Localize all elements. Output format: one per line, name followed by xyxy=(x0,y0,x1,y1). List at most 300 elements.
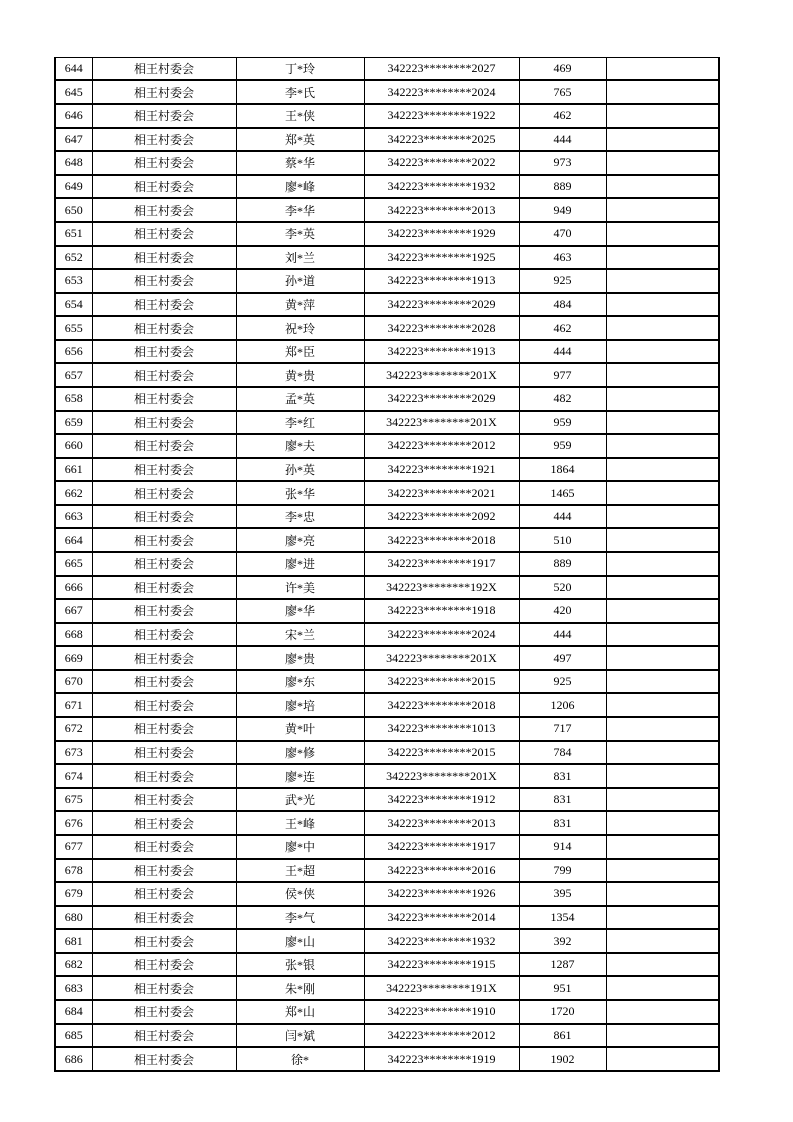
id-number-cell: 342223********2092 xyxy=(364,505,519,529)
name-cell: 李*红 xyxy=(236,411,364,435)
id-number-cell: 342223********191X xyxy=(364,976,519,1000)
name-cell: 张*银 xyxy=(236,953,364,977)
id-number-cell: 342223********2013 xyxy=(364,811,519,835)
amount-cell: 914 xyxy=(519,835,606,859)
amount-cell: 831 xyxy=(519,788,606,812)
name-cell: 王*侠 xyxy=(236,104,364,128)
id-number-cell: 342223********1910 xyxy=(364,1000,519,1024)
blank-cell xyxy=(606,906,719,930)
blank-cell xyxy=(606,363,719,387)
blank-cell xyxy=(606,128,719,152)
village-cell: 相王村委会 xyxy=(92,906,236,930)
amount-cell: 949 xyxy=(519,198,606,222)
table-row xyxy=(55,717,719,741)
id-number-cell: 342223********2014 xyxy=(364,906,519,930)
serial-cell: 678 xyxy=(55,859,92,883)
serial-cell: 684 xyxy=(55,1000,92,1024)
name-cell: 廖*进 xyxy=(236,552,364,576)
blank-cell xyxy=(606,670,719,694)
table-row xyxy=(55,741,719,765)
village-cell: 相王村委会 xyxy=(92,80,236,104)
serial-cell: 649 xyxy=(55,175,92,199)
serial-cell: 664 xyxy=(55,528,92,552)
name-cell: 黄*叶 xyxy=(236,717,364,741)
village-cell: 相王村委会 xyxy=(92,670,236,694)
village-cell: 相王村委会 xyxy=(92,811,236,835)
serial-cell: 654 xyxy=(55,293,92,317)
amount-cell: 1287 xyxy=(519,953,606,977)
village-cell: 相王村委会 xyxy=(92,363,236,387)
village-cell: 相王村委会 xyxy=(92,741,236,765)
amount-cell: 1465 xyxy=(519,481,606,505)
village-cell: 相王村委会 xyxy=(92,58,236,81)
blank-cell xyxy=(606,1047,719,1071)
serial-cell: 681 xyxy=(55,929,92,953)
blank-cell xyxy=(606,222,719,246)
village-cell: 相王村委会 xyxy=(92,976,236,1000)
blank-cell xyxy=(606,882,719,906)
table-row xyxy=(55,953,719,977)
serial-cell: 650 xyxy=(55,198,92,222)
name-cell: 廖*峰 xyxy=(236,175,364,199)
serial-cell: 675 xyxy=(55,788,92,812)
table-row xyxy=(55,788,719,812)
table-row xyxy=(55,835,719,859)
amount-cell: 925 xyxy=(519,269,606,293)
amount-cell: 831 xyxy=(519,811,606,835)
blank-cell xyxy=(606,599,719,623)
serial-cell: 652 xyxy=(55,246,92,270)
table-row xyxy=(55,363,719,387)
serial-cell: 668 xyxy=(55,623,92,647)
amount-cell: 1354 xyxy=(519,906,606,930)
amount-cell: 959 xyxy=(519,434,606,458)
village-cell: 相王村委会 xyxy=(92,151,236,175)
name-cell: 廖*山 xyxy=(236,929,364,953)
blank-cell xyxy=(606,528,719,552)
village-cell: 相王村委会 xyxy=(92,835,236,859)
table-row xyxy=(55,646,719,670)
serial-cell: 665 xyxy=(55,552,92,576)
id-number-cell: 342223********1917 xyxy=(364,552,519,576)
blank-cell xyxy=(606,246,719,270)
village-cell: 相王村委会 xyxy=(92,175,236,199)
serial-cell: 646 xyxy=(55,104,92,128)
serial-cell: 669 xyxy=(55,646,92,670)
amount-cell: 444 xyxy=(519,128,606,152)
table-row xyxy=(55,929,719,953)
name-cell: 孙*道 xyxy=(236,269,364,293)
serial-cell: 661 xyxy=(55,458,92,482)
id-number-cell: 342223********2015 xyxy=(364,670,519,694)
id-number-cell: 342223********2024 xyxy=(364,80,519,104)
blank-cell xyxy=(606,741,719,765)
village-cell: 相王村委会 xyxy=(92,717,236,741)
id-number-cell: 342223********2018 xyxy=(364,528,519,552)
name-cell: 王*峰 xyxy=(236,811,364,835)
village-cell: 相王村委会 xyxy=(92,222,236,246)
village-cell: 相王村委会 xyxy=(92,104,236,128)
blank-cell xyxy=(606,623,719,647)
blank-cell xyxy=(606,340,719,364)
blank-cell xyxy=(606,458,719,482)
amount-cell: 444 xyxy=(519,505,606,529)
table-row xyxy=(55,1024,719,1048)
table-row xyxy=(55,316,719,340)
table-row xyxy=(55,528,719,552)
name-cell: 蔡*华 xyxy=(236,151,364,175)
name-cell: 孟*英 xyxy=(236,387,364,411)
id-number-cell: 342223********2016 xyxy=(364,859,519,883)
name-cell: 宋*兰 xyxy=(236,623,364,647)
name-cell: 廖*连 xyxy=(236,764,364,788)
id-number-cell: 342223********1922 xyxy=(364,104,519,128)
blank-cell xyxy=(606,411,719,435)
name-cell: 祝*玲 xyxy=(236,316,364,340)
serial-cell: 648 xyxy=(55,151,92,175)
amount-cell: 951 xyxy=(519,976,606,1000)
name-cell: 武*光 xyxy=(236,788,364,812)
serial-cell: 670 xyxy=(55,670,92,694)
blank-cell xyxy=(606,835,719,859)
id-number-cell: 342223********1929 xyxy=(364,222,519,246)
village-cell: 相王村委会 xyxy=(92,764,236,788)
blank-cell xyxy=(606,293,719,317)
amount-cell: 462 xyxy=(519,104,606,128)
id-number-cell: 342223********2024 xyxy=(364,623,519,647)
name-cell: 黄*萍 xyxy=(236,293,364,317)
serial-cell: 685 xyxy=(55,1024,92,1048)
table-row xyxy=(55,387,719,411)
serial-cell: 673 xyxy=(55,741,92,765)
table-row xyxy=(55,269,719,293)
blank-cell xyxy=(606,693,719,717)
id-number-cell: 342223********1917 xyxy=(364,835,519,859)
table-row xyxy=(55,80,719,104)
serial-cell: 647 xyxy=(55,128,92,152)
table-row xyxy=(55,552,719,576)
serial-cell: 679 xyxy=(55,882,92,906)
blank-cell xyxy=(606,434,719,458)
id-number-cell: 342223********1932 xyxy=(364,929,519,953)
id-number-cell: 342223********192X xyxy=(364,576,519,600)
blank-cell xyxy=(606,788,719,812)
amount-cell: 765 xyxy=(519,80,606,104)
table-row xyxy=(55,411,719,435)
name-cell: 廖*东 xyxy=(236,670,364,694)
blank-cell xyxy=(606,80,719,104)
name-cell: 廖*贵 xyxy=(236,646,364,670)
amount-cell: 925 xyxy=(519,670,606,694)
village-cell: 相王村委会 xyxy=(92,528,236,552)
id-number-cell: 342223********2012 xyxy=(364,1024,519,1048)
blank-cell xyxy=(606,1024,719,1048)
serial-cell: 658 xyxy=(55,387,92,411)
table-row xyxy=(55,151,719,175)
village-cell: 相王村委会 xyxy=(92,293,236,317)
amount-cell: 444 xyxy=(519,340,606,364)
id-number-cell: 342223********1912 xyxy=(364,788,519,812)
table-row xyxy=(55,693,719,717)
village-cell: 相王村委会 xyxy=(92,505,236,529)
id-number-cell: 342223********2027 xyxy=(364,58,519,81)
table-row xyxy=(55,505,719,529)
village-cell: 相王村委会 xyxy=(92,859,236,883)
village-cell: 相王村委会 xyxy=(92,1000,236,1024)
table-body xyxy=(55,58,719,1072)
id-number-cell: 342223********2021 xyxy=(364,481,519,505)
table-row xyxy=(55,58,719,81)
blank-cell xyxy=(606,505,719,529)
table-row xyxy=(55,293,719,317)
village-cell: 相王村委会 xyxy=(92,552,236,576)
serial-cell: 666 xyxy=(55,576,92,600)
blank-cell xyxy=(606,316,719,340)
village-cell: 相王村委会 xyxy=(92,246,236,270)
blank-cell xyxy=(606,58,719,81)
table-row xyxy=(55,599,719,623)
table-row xyxy=(55,859,719,883)
id-number-cell: 342223********2029 xyxy=(364,387,519,411)
id-number-cell: 342223********1926 xyxy=(364,882,519,906)
blank-cell xyxy=(606,269,719,293)
blank-cell xyxy=(606,953,719,977)
table-row xyxy=(55,882,719,906)
serial-cell: 686 xyxy=(55,1047,92,1071)
blank-cell xyxy=(606,151,719,175)
blank-cell xyxy=(606,198,719,222)
village-cell: 相王村委会 xyxy=(92,434,236,458)
id-number-cell: 342223********2028 xyxy=(364,316,519,340)
id-number-cell: 342223********2022 xyxy=(364,151,519,175)
serial-cell: 671 xyxy=(55,693,92,717)
amount-cell: 484 xyxy=(519,293,606,317)
table-row xyxy=(55,1047,719,1071)
table-row xyxy=(55,623,719,647)
table-row xyxy=(55,246,719,270)
amount-cell: 444 xyxy=(519,623,606,647)
id-number-cell: 342223********2025 xyxy=(364,128,519,152)
village-cell: 相王村委会 xyxy=(92,411,236,435)
id-number-cell: 342223********201X xyxy=(364,646,519,670)
blank-cell xyxy=(606,646,719,670)
village-cell: 相王村委会 xyxy=(92,788,236,812)
table-row xyxy=(55,670,719,694)
amount-cell: 392 xyxy=(519,929,606,953)
amount-cell: 470 xyxy=(519,222,606,246)
table-row xyxy=(55,222,719,246)
name-cell: 廖*修 xyxy=(236,741,364,765)
village-cell: 相王村委会 xyxy=(92,340,236,364)
amount-cell: 420 xyxy=(519,599,606,623)
blank-cell xyxy=(606,717,719,741)
amount-cell: 462 xyxy=(519,316,606,340)
village-cell: 相王村委会 xyxy=(92,693,236,717)
blank-cell xyxy=(606,976,719,1000)
serial-cell: 662 xyxy=(55,481,92,505)
blank-cell xyxy=(606,764,719,788)
amount-cell: 831 xyxy=(519,764,606,788)
blank-cell xyxy=(606,481,719,505)
id-number-cell: 342223********201X xyxy=(364,764,519,788)
amount-cell: 1902 xyxy=(519,1047,606,1071)
table-row xyxy=(55,104,719,128)
amount-cell: 520 xyxy=(519,576,606,600)
id-number-cell: 342223********1913 xyxy=(364,340,519,364)
serial-cell: 644 xyxy=(55,58,92,81)
amount-cell: 482 xyxy=(519,387,606,411)
name-cell: 徐* xyxy=(236,1047,364,1071)
serial-cell: 682 xyxy=(55,953,92,977)
amount-cell: 889 xyxy=(519,175,606,199)
serial-cell: 674 xyxy=(55,764,92,788)
serial-cell: 659 xyxy=(55,411,92,435)
amount-cell: 510 xyxy=(519,528,606,552)
village-cell: 相王村委会 xyxy=(92,128,236,152)
name-cell: 李*气 xyxy=(236,906,364,930)
name-cell: 丁*玲 xyxy=(236,58,364,81)
amount-cell: 959 xyxy=(519,411,606,435)
id-number-cell: 342223********1925 xyxy=(364,246,519,270)
id-number-cell: 342223********1013 xyxy=(364,717,519,741)
serial-cell: 663 xyxy=(55,505,92,529)
name-cell: 闫*斌 xyxy=(236,1024,364,1048)
amount-cell: 784 xyxy=(519,741,606,765)
serial-cell: 676 xyxy=(55,811,92,835)
table-row xyxy=(55,1000,719,1024)
name-cell: 廖*夫 xyxy=(236,434,364,458)
name-cell: 刘*兰 xyxy=(236,246,364,270)
id-number-cell: 342223********1915 xyxy=(364,953,519,977)
table-row xyxy=(55,976,719,1000)
table-row xyxy=(55,198,719,222)
blank-cell xyxy=(606,175,719,199)
serial-cell: 645 xyxy=(55,80,92,104)
village-cell: 相王村委会 xyxy=(92,1047,236,1071)
id-number-cell: 342223********2013 xyxy=(364,198,519,222)
name-cell: 朱*刚 xyxy=(236,976,364,1000)
amount-cell: 977 xyxy=(519,363,606,387)
amount-cell: 395 xyxy=(519,882,606,906)
village-cell: 相王村委会 xyxy=(92,599,236,623)
blank-cell xyxy=(606,104,719,128)
id-number-cell: 342223********1919 xyxy=(364,1047,519,1071)
name-cell: 张*华 xyxy=(236,481,364,505)
serial-cell: 651 xyxy=(55,222,92,246)
blank-cell xyxy=(606,576,719,600)
village-cell: 相王村委会 xyxy=(92,198,236,222)
table-row xyxy=(55,434,719,458)
blank-cell xyxy=(606,859,719,883)
amount-cell: 463 xyxy=(519,246,606,270)
name-cell: 廖*华 xyxy=(236,599,364,623)
amount-cell: 1864 xyxy=(519,458,606,482)
amount-cell: 717 xyxy=(519,717,606,741)
id-number-cell: 342223********2012 xyxy=(364,434,519,458)
village-cell: 相王村委会 xyxy=(92,882,236,906)
name-cell: 郑*山 xyxy=(236,1000,364,1024)
village-cell: 相王村委会 xyxy=(92,316,236,340)
village-cell: 相王村委会 xyxy=(92,269,236,293)
beneficiary-table xyxy=(54,57,720,1072)
id-number-cell: 342223********201X xyxy=(364,363,519,387)
village-cell: 相王村委会 xyxy=(92,576,236,600)
serial-cell: 657 xyxy=(55,363,92,387)
village-cell: 相王村委会 xyxy=(92,458,236,482)
name-cell: 王*超 xyxy=(236,859,364,883)
id-number-cell: 342223********1913 xyxy=(364,269,519,293)
name-cell: 廖*亮 xyxy=(236,528,364,552)
amount-cell: 861 xyxy=(519,1024,606,1048)
table-row xyxy=(55,128,719,152)
serial-cell: 655 xyxy=(55,316,92,340)
table-row xyxy=(55,811,719,835)
village-cell: 相王村委会 xyxy=(92,1024,236,1048)
village-cell: 相王村委会 xyxy=(92,623,236,647)
blank-cell xyxy=(606,1000,719,1024)
table-row xyxy=(55,906,719,930)
amount-cell: 497 xyxy=(519,646,606,670)
name-cell: 许*美 xyxy=(236,576,364,600)
serial-cell: 672 xyxy=(55,717,92,741)
amount-cell: 469 xyxy=(519,58,606,81)
name-cell: 侯*侠 xyxy=(236,882,364,906)
name-cell: 黄*贵 xyxy=(236,363,364,387)
table-row xyxy=(55,764,719,788)
village-cell: 相王村委会 xyxy=(92,387,236,411)
id-number-cell: 342223********2015 xyxy=(364,741,519,765)
village-cell: 相王村委会 xyxy=(92,929,236,953)
id-number-cell: 342223********1921 xyxy=(364,458,519,482)
table-row xyxy=(55,458,719,482)
name-cell: 李*忠 xyxy=(236,505,364,529)
blank-cell xyxy=(606,929,719,953)
name-cell: 廖*培 xyxy=(236,693,364,717)
name-cell: 李*华 xyxy=(236,198,364,222)
village-cell: 相王村委会 xyxy=(92,646,236,670)
amount-cell: 799 xyxy=(519,859,606,883)
serial-cell: 667 xyxy=(55,599,92,623)
name-cell: 郑*臣 xyxy=(236,340,364,364)
table-row xyxy=(55,576,719,600)
table-row xyxy=(55,175,719,199)
village-cell: 相王村委会 xyxy=(92,953,236,977)
id-number-cell: 342223********2018 xyxy=(364,693,519,717)
name-cell: 廖*中 xyxy=(236,835,364,859)
id-number-cell: 342223********1918 xyxy=(364,599,519,623)
id-number-cell: 342223********2029 xyxy=(364,293,519,317)
id-number-cell: 342223********1932 xyxy=(364,175,519,199)
serial-cell: 683 xyxy=(55,976,92,1000)
id-number-cell: 342223********201X xyxy=(364,411,519,435)
serial-cell: 660 xyxy=(55,434,92,458)
village-cell: 相王村委会 xyxy=(92,481,236,505)
serial-cell: 680 xyxy=(55,906,92,930)
serial-cell: 653 xyxy=(55,269,92,293)
name-cell: 郑*英 xyxy=(236,128,364,152)
blank-cell xyxy=(606,387,719,411)
name-cell: 孙*英 xyxy=(236,458,364,482)
table-row xyxy=(55,340,719,364)
blank-cell xyxy=(606,811,719,835)
table-row xyxy=(55,481,719,505)
blank-cell xyxy=(606,552,719,576)
amount-cell: 973 xyxy=(519,151,606,175)
amount-cell: 1206 xyxy=(519,693,606,717)
amount-cell: 889 xyxy=(519,552,606,576)
serial-cell: 656 xyxy=(55,340,92,364)
amount-cell: 1720 xyxy=(519,1000,606,1024)
